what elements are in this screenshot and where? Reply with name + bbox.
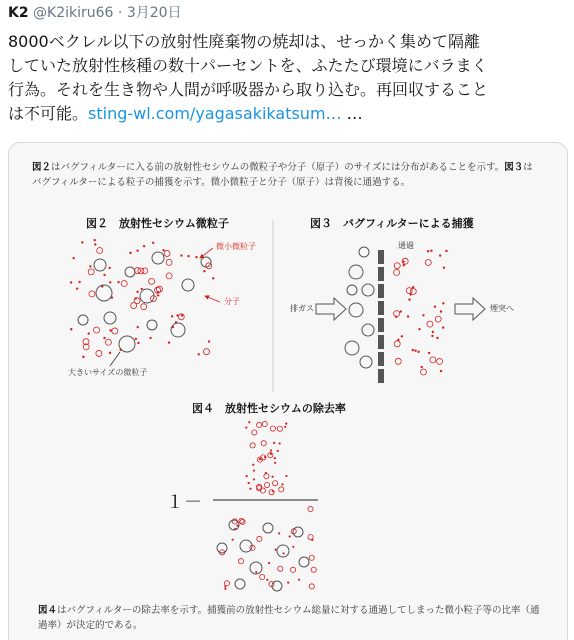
fig3-ref: 図３ xyxy=(504,162,524,173)
molecule-dot xyxy=(311,539,313,541)
molecule-dot xyxy=(442,302,444,304)
molecule-dot xyxy=(180,254,182,256)
molecule-dot xyxy=(432,331,434,333)
molecule-dot xyxy=(440,310,442,312)
large-particle xyxy=(147,320,157,330)
molecule-dot xyxy=(402,260,404,262)
molecule-dot xyxy=(278,532,280,534)
fine-particle xyxy=(427,321,433,327)
molecule-dot xyxy=(117,281,119,283)
molecule-dot xyxy=(119,349,121,351)
tweet-text-line: していた放射性核種の数十パーセントを、ふたたび環境にバラまく xyxy=(8,56,488,75)
molecule-dot xyxy=(284,426,286,428)
molecule-dot xyxy=(171,315,173,317)
molecule-dot xyxy=(212,277,214,279)
fig2-particles xyxy=(70,239,215,358)
molecule-dot xyxy=(236,524,238,526)
molecule-dot xyxy=(181,314,183,316)
molecule-dot xyxy=(434,306,436,308)
molecule-dot xyxy=(287,582,289,584)
large-particle xyxy=(171,323,185,337)
molecule-dot xyxy=(109,352,111,354)
molecule-dot xyxy=(443,267,445,269)
molecule-dot xyxy=(417,351,419,353)
molecule-dot xyxy=(412,349,414,351)
large-particle xyxy=(360,356,372,368)
fine-particle xyxy=(394,311,400,317)
caption-text: はバグフィルターの除去率を示す。捕獲前の放射性セシウム総量に対する通過してしまった微小粒子等の比率（通過率）が決定的である。 xyxy=(38,605,540,631)
large-particle xyxy=(96,285,112,301)
link-ellipsis: … xyxy=(341,104,363,123)
molecule-dot xyxy=(418,328,420,330)
molecule-dot xyxy=(89,265,91,267)
tweet-text-line: 8000ベクレル以下の放射性廃棄物の焼却は、せっかく集めて隔離 xyxy=(8,32,480,51)
fine-particle xyxy=(290,567,295,572)
intro-part1: はバグフィルターに入る前の放射性セシウムの微粒子や分子（原子）のサイズには分布があることを示す。 xyxy=(51,162,505,173)
molecule-dot xyxy=(272,490,274,492)
fig2-pointers xyxy=(110,248,220,366)
molecule-dot xyxy=(176,314,178,316)
fine-particle xyxy=(273,481,278,486)
molecule-dot xyxy=(252,464,254,466)
fine-particle xyxy=(277,426,282,431)
fine-particle xyxy=(252,430,257,435)
molecule-dot xyxy=(70,281,72,283)
fine-particle xyxy=(269,582,274,587)
molecule-dot xyxy=(271,476,273,478)
molecule-dot xyxy=(72,257,74,259)
molecule-dot xyxy=(81,241,83,243)
molecule-dot xyxy=(234,528,236,530)
molecule-dot xyxy=(253,478,255,480)
molecule-dot xyxy=(431,335,433,337)
molecule-dot xyxy=(268,562,270,564)
large-particle xyxy=(104,312,116,324)
fig4-caption xyxy=(38,603,548,633)
fine-particle xyxy=(238,559,243,564)
molecule-dot xyxy=(187,255,189,257)
fig2-label-molecule: 分子 xyxy=(224,297,240,306)
molecule-dot xyxy=(253,469,255,471)
large-particle xyxy=(362,284,374,296)
fig3-particles xyxy=(345,247,448,375)
fine-particle xyxy=(121,281,127,287)
molecule-dot xyxy=(430,250,432,252)
molecule-dot xyxy=(109,329,111,331)
large-particle xyxy=(217,543,227,553)
molecule-dot xyxy=(137,326,139,328)
molecule-dot xyxy=(76,287,78,289)
fine-particle xyxy=(425,259,431,265)
molecule-dot xyxy=(135,338,137,340)
large-particle xyxy=(263,523,273,533)
fine-particle xyxy=(166,259,172,265)
molecule-dot xyxy=(264,456,266,458)
molecule-dot xyxy=(436,337,438,339)
large-particle xyxy=(152,252,164,264)
molecule-dot xyxy=(401,335,403,337)
molecule-dot xyxy=(439,254,441,256)
author-handle[interactable]: @K2ikiru66 xyxy=(33,5,114,21)
fine-particle xyxy=(138,268,144,274)
molecule-dot xyxy=(282,552,284,554)
molecule-dot xyxy=(141,288,143,290)
fig4-particles xyxy=(217,421,316,591)
fine-particle xyxy=(260,574,265,579)
molecule-dot xyxy=(157,294,159,296)
molecule-dot xyxy=(277,450,279,452)
fine-particle xyxy=(394,341,400,347)
fine-particle xyxy=(261,441,266,446)
tweet-date[interactable]: 3月20日 xyxy=(126,5,182,21)
fig3-label-chimney: 煙突へ xyxy=(490,304,514,313)
fig2-title: 図２ 放射性セシウム微粒子 xyxy=(86,217,229,230)
author-name[interactable]: K2 xyxy=(8,5,29,21)
fine-particle xyxy=(166,273,172,279)
molecule-dot xyxy=(111,296,113,298)
molecule-dot xyxy=(440,370,442,372)
molecule-dot xyxy=(285,423,287,425)
fig3-title: 図３ バグフィルターによる捕獲 xyxy=(310,217,474,230)
fig2-label-fine-particles: 微小微粒子 xyxy=(216,242,256,251)
fine-particle xyxy=(278,566,283,571)
fine-particle xyxy=(89,291,95,297)
molecule-dot xyxy=(412,286,414,288)
molecule-dot xyxy=(414,349,416,351)
fine-particle xyxy=(437,358,443,364)
fine-particle xyxy=(308,506,313,511)
molecule-dot xyxy=(397,339,399,341)
molecule-dot xyxy=(427,250,429,252)
molecule-dot xyxy=(270,453,272,455)
fig4-title: 図４ 放射性セシウムの除去率 xyxy=(192,402,346,415)
large-particle xyxy=(349,303,363,317)
fine-particle xyxy=(264,474,269,479)
fine-particle xyxy=(394,263,400,269)
large-particle xyxy=(345,341,359,355)
molecule-dot xyxy=(103,337,105,339)
molecule-dot xyxy=(281,483,283,485)
molecule-dot xyxy=(407,315,409,317)
intro-part2: はバグフィルターによる粒子の捕獲を示す。微小微粒子と分子（原子）は背後に通過する。 xyxy=(32,162,533,188)
tweet-text-line: 行為。それを生き物や人間が呼吸器から取り込む。再回収すること xyxy=(8,80,489,99)
molecule-dot xyxy=(255,571,257,573)
molecule-dot xyxy=(208,340,210,342)
fig3-label-pass: 通過 xyxy=(398,241,414,250)
molecule-dot xyxy=(136,291,138,293)
molecule-dot xyxy=(428,352,430,354)
molecule-dot xyxy=(137,342,139,344)
fine-particle xyxy=(257,536,262,541)
fine-particle xyxy=(435,316,441,322)
molecule-dot xyxy=(403,264,405,266)
molecule-dot xyxy=(157,291,159,293)
molecule-dot xyxy=(246,475,248,477)
fine-particle xyxy=(112,328,118,334)
molecule-dot xyxy=(143,245,145,247)
molecule-dot xyxy=(198,353,200,355)
fine-particle xyxy=(406,288,412,294)
molecule-dot xyxy=(152,242,154,244)
fine-particle xyxy=(264,482,269,487)
molecule-dot xyxy=(101,285,103,287)
molecule-dot xyxy=(420,366,422,368)
molecule-dot xyxy=(135,297,137,299)
molecule-dot xyxy=(149,337,151,339)
molecule-dot xyxy=(273,442,275,444)
molecule-dot xyxy=(408,298,410,300)
large-particle xyxy=(347,285,357,295)
fine-particle xyxy=(224,581,229,586)
molecule-dot xyxy=(94,243,96,245)
molecule-dot xyxy=(129,252,131,254)
molecule-dot xyxy=(248,482,250,484)
molecule-dot xyxy=(279,442,281,444)
fine-particle xyxy=(141,304,147,310)
fig2-ref: 図２ xyxy=(32,162,52,173)
large-particle xyxy=(78,315,88,325)
molecule-dot xyxy=(93,239,95,241)
molecule-dot xyxy=(162,249,164,251)
molecule-dot xyxy=(224,588,226,590)
molecule-dot xyxy=(410,293,412,295)
fine-particle xyxy=(239,518,244,523)
molecule-dot xyxy=(270,449,272,451)
large-particle xyxy=(94,259,106,271)
separator-dot: · xyxy=(117,5,123,21)
molecule-dot xyxy=(259,458,261,460)
fine-particle xyxy=(262,421,267,426)
molecule-dot xyxy=(274,462,276,464)
molecule-dot xyxy=(298,579,300,581)
fig4-ref: 図４ xyxy=(38,605,58,616)
molecule-dot xyxy=(168,341,170,343)
fine-particle xyxy=(164,250,170,256)
fine-particle xyxy=(149,278,155,284)
molecule-dot xyxy=(195,256,197,258)
molecule-dot xyxy=(103,274,105,276)
fine-particle xyxy=(250,443,255,448)
molecule-dot xyxy=(108,267,110,269)
fig2-label-large-particles: 大きいサイズの微粒子 xyxy=(68,368,148,377)
fine-particle xyxy=(420,369,426,375)
large-particle xyxy=(125,267,135,277)
molecule-dot xyxy=(88,332,90,334)
molecule-dot xyxy=(275,548,277,550)
molecule-dot xyxy=(265,472,267,474)
large-particle xyxy=(359,247,369,257)
large-particle xyxy=(362,324,374,336)
exhaust-arrow xyxy=(316,298,346,320)
fine-particle xyxy=(178,314,184,320)
molecule-dot xyxy=(175,321,177,323)
molecule-dot xyxy=(292,546,294,548)
fine-particle xyxy=(257,422,262,427)
molecule-dot xyxy=(78,281,80,283)
molecule-dot xyxy=(442,326,444,328)
fine-particle xyxy=(311,567,316,572)
fine-particle xyxy=(131,303,137,309)
tweet-link[interactable]: sting-wl.com/yagasakikatsum… xyxy=(88,104,342,123)
fine-particle xyxy=(88,269,94,275)
fine-particle xyxy=(270,426,275,431)
chimney-arrow xyxy=(455,298,485,320)
fine-particle xyxy=(394,269,400,275)
molecule-dot xyxy=(400,310,402,312)
large-particle xyxy=(349,265,363,279)
fine-particle xyxy=(97,248,103,254)
molecule-dot xyxy=(224,585,226,587)
molecule-dot xyxy=(109,281,111,283)
fig4-one-minus: １－ xyxy=(166,492,202,513)
molecule-dot xyxy=(70,328,72,330)
fine-particle xyxy=(309,555,314,560)
fine-particle xyxy=(105,339,111,345)
molecule-dot xyxy=(245,426,247,428)
molecule-dot xyxy=(285,475,287,477)
molecule-dot xyxy=(248,421,250,423)
large-particle xyxy=(235,579,245,589)
fig3-label-exhaust: 排ガス xyxy=(290,304,314,313)
molecule-dot xyxy=(289,535,291,537)
fine-particle xyxy=(250,545,255,550)
molecule-dot xyxy=(274,457,276,459)
molecule-dot xyxy=(172,326,174,328)
molecule-dot xyxy=(266,579,268,581)
fine-particle xyxy=(309,584,314,589)
fine-particle xyxy=(395,358,401,364)
fine-particle xyxy=(203,349,209,355)
fine-particle xyxy=(430,357,436,363)
molecule-dot xyxy=(203,270,205,272)
tweet-text-tail: は不可能。 xyxy=(8,104,89,123)
molecule-dot xyxy=(422,314,424,316)
fine-particle xyxy=(94,327,100,333)
large-particle xyxy=(277,545,289,557)
molecule-dot xyxy=(445,250,447,252)
molecule-dot xyxy=(82,356,84,358)
large-particle xyxy=(182,279,194,291)
large-particle xyxy=(299,557,309,567)
molecule-dot xyxy=(395,316,397,318)
molecule-dot xyxy=(136,249,138,251)
fine-particle xyxy=(96,350,102,356)
molecule-dot xyxy=(249,488,251,490)
molecule-dot xyxy=(232,539,234,541)
fine-particle xyxy=(279,487,284,492)
